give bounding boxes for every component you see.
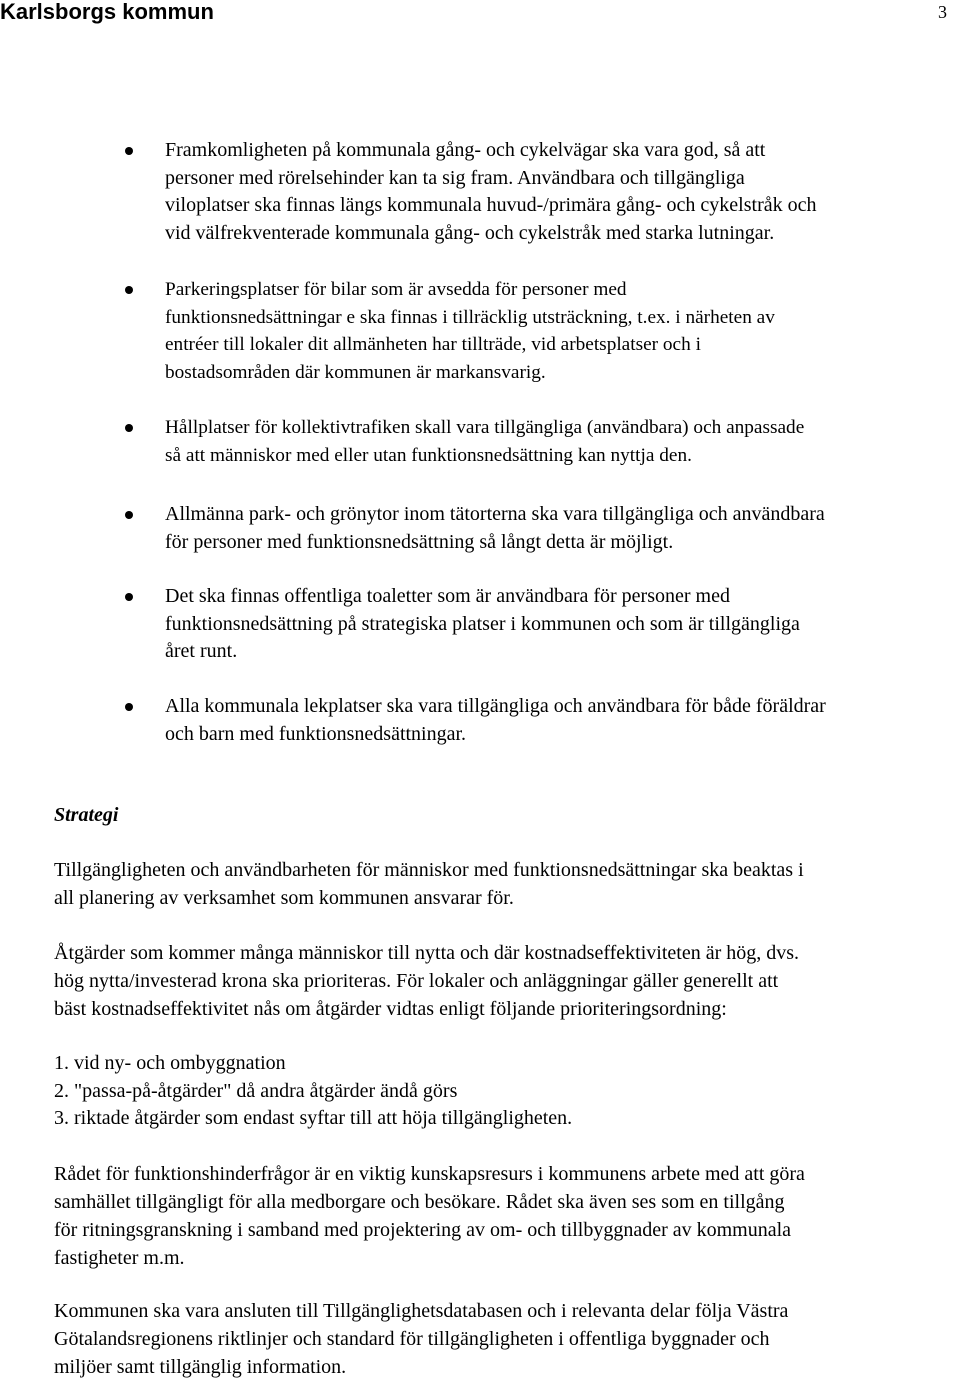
priority-list	[54, 1050, 572, 1133]
bullet-line: Alla kommunala lekplatser ska vara tillgängliga och användbara för både föräldrar	[165, 695, 826, 717]
bullet-text	[165, 414, 960, 469]
strategy-paragraph	[54, 939, 960, 1023]
bullet-line: Framkomligheten på kommunala gång- och cykelvägar ska vara god, så att	[165, 139, 766, 161]
bullet-line: Allmänna park- och grönytor inom tätorterna ska vara tillgängliga och användbara	[165, 503, 825, 525]
bullet-icon	[125, 511, 133, 519]
bullet-icon	[125, 593, 133, 601]
bullet-text	[165, 693, 960, 748]
bullet-line: personer med rörelsehinder kan ta sig fram. Användbara och tillgängliga	[165, 166, 745, 189]
bullet-icon	[125, 703, 133, 711]
priority-list-item: 1. vid ny- och ombyggnation	[54, 1052, 286, 1074]
bullet-line: och barn med funktionsnedsättningar.	[165, 722, 467, 745]
bullet-line: funktionsnedsättning på strategiska platser i kommunen och som är tillgängliga	[165, 612, 800, 635]
paragraph-line: hög nytta/investerad krona ska prioriteras. För lokaler och anläggningar gäller generellt att	[54, 970, 779, 992]
paragraph-line: Götalandsregionens riktlinjer och standard för tillgängligheten i offentliga byggnader och	[54, 1328, 770, 1350]
bullet-line: bostadsområden där kommunen är markansvarig.	[165, 361, 546, 383]
bullet-line: så att människor med eller utan funktionsnedsättning kan nyttja den.	[165, 444, 692, 466]
paragraph-line: Tillgängligheten och användbarheten för människor med funktionsnedsättningar ska beaktas i	[54, 859, 804, 881]
strategy-paragraph	[54, 856, 960, 912]
bullet-icon	[125, 147, 133, 155]
bullet-line: Det ska finnas offentliga toaletter som är användbara för personer med	[165, 585, 730, 607]
bullet-line: funktionsnedsättningar e ska finnas i tillräcklig utsträckning, t.ex. i närheten av	[165, 306, 775, 328]
bullet-text	[165, 583, 960, 666]
paragraph-line: bäst kostnadseffektivitet nås om åtgärder vidtas enligt följande prioriteringsordning:	[54, 998, 727, 1020]
bullet-line: året runt.	[165, 640, 238, 662]
paragraph-line: Kommunen ska vara ansluten till Tillgänglighetsdatabasen och i relevanta delar följa Västra	[54, 1300, 789, 1322]
bullet-line: Parkeringsplatser för bilar som är avsedda för personer med	[165, 279, 627, 300]
priority-list-item: 2. "passa-på-åtgärder" då andra åtgärder ändå görs	[54, 1079, 458, 1102]
paragraph-line: samhället tillgängligt för alla medborgare och besökare. Rådet ska även ses som en tillgång	[54, 1191, 785, 1213]
paragraph-line: Rådet för funktionshinderfrågor är en viktig kunskapsresurs i kommunens arbete med att göra	[54, 1163, 805, 1185]
priority-list-item: 3. riktade åtgärder som endast syftar till att höja tillgängligheten.	[54, 1107, 573, 1129]
bullet-line: för personer med funktionsnedsättning så långt detta är möjligt.	[165, 530, 674, 553]
bullet-text	[165, 276, 960, 386]
page-number: 3	[938, 2, 947, 22]
bullet-text	[165, 137, 960, 247]
municipality-header: Karlsborgs kommun	[0, 0, 214, 24]
paragraph-line: all planering av verksamhet som kommunen ansvarar för.	[54, 887, 514, 909]
paragraph-line: fastigheter m.m.	[54, 1247, 185, 1269]
bullet-text	[165, 501, 960, 556]
paragraph-line: för ritningsgranskning i samband med projektering av om- och tillbyggnader av kommunala	[54, 1219, 792, 1241]
paragraph-line: miljöer samt tillgänglig information.	[54, 1356, 347, 1378]
bullet-line: Hållplatser för kollektivtrafiken skall vara tillgängliga (användbara) och anpassade	[165, 417, 805, 438]
bullet-line: entréer till lokaler dit allmänheten har tillträde, vid arbetsplatser och i	[165, 334, 701, 355]
section-heading-strategy: Strategi	[54, 804, 119, 826]
database-paragraph	[54, 1297, 960, 1381]
bullet-icon	[125, 286, 133, 294]
bullet-line: viloplatser ska finnas längs kommunala huvud-/primära gång- och cykelstråk och	[165, 194, 817, 216]
council-paragraph	[54, 1160, 960, 1272]
bullet-icon	[125, 424, 133, 432]
bullet-line: vid välfrekventerade kommunala gång- och cykelstråk med starka lutningar.	[165, 221, 775, 244]
paragraph-line: Åtgärder som kommer många människor till nytta och där kostnadseffektiviteten är hög, dvs.	[54, 942, 800, 964]
